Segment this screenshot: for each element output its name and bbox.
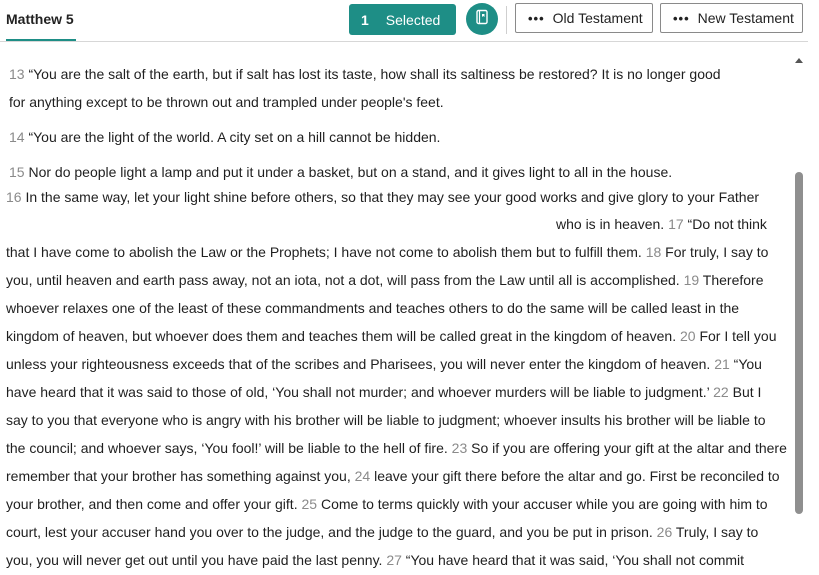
verse-line[interactable]: 13 “You are the salt of the earth, but if salt has lost its taste, how shall its saltiness be restored? It is no longer good: [9, 66, 721, 82]
verse-number: 22: [713, 384, 729, 400]
verse-number: 25: [301, 496, 318, 512]
more-dots-icon: •••: [673, 10, 690, 26]
verse-number: 14: [9, 129, 25, 145]
old-testament-button[interactable]: [515, 3, 653, 33]
verse-number: 26: [656, 524, 673, 540]
verse-line[interactable]: whoever relaxes one of the least of these commandments and teaches others to do the same will be called least in the: [6, 300, 740, 316]
book-icon: [474, 9, 490, 30]
new-testament-button[interactable]: [660, 3, 803, 33]
chapter-text[interactable]: [0, 42, 790, 575]
verse-number: 19: [683, 272, 700, 288]
more-dots-icon: •••: [528, 10, 545, 26]
new-testament-label: New Testament: [697, 10, 794, 26]
verse-line[interactable]: the council; and whoever says, ‘You fool!’ will be liable to the hell of fire. 23 So if you are offering your gift at the altar and there: [6, 440, 787, 456]
verse-number: 16: [6, 189, 22, 205]
verse-line[interactable]: for anything except to be thrown out and trampled under people's feet.: [9, 94, 444, 110]
verse-number: 24: [354, 468, 371, 484]
old-testament-label: Old Testament: [552, 10, 643, 26]
verse-number: 21: [714, 356, 730, 372]
verse-number: 20: [679, 328, 696, 344]
verse-line[interactable]: you, you will never get out until you have paid the last penny. 27 “You have heard that it was said, ‘You shall not commit: [6, 552, 745, 568]
verse-line[interactable]: you, until heaven and earth pass away, not an iota, not a dot, will pass from the Law until all is accomplished. 19 Therefore: [6, 272, 764, 288]
verse-line[interactable]: have heard that it was said to those of old, ‘You shall not murder; and whoever murders will be liable to judgment.’ 22 But I: [6, 384, 762, 400]
verse-line[interactable]: kingdom of heaven, but whoever does them and teaches them will be called great in the kingdom of heaven. 20 For I tell you: [6, 328, 777, 344]
selected-count: 1: [361, 11, 369, 28]
verse-number: 13: [9, 66, 25, 82]
verse-number: 17: [668, 216, 684, 232]
verse-line[interactable]: unless your righteousness exceeds that of the scribes and Pharisees, you will never enter the kingdom of heaven. 21 “You: [6, 356, 762, 372]
verse-number: 18: [645, 244, 662, 260]
chevron-up-icon[interactable]: [795, 58, 803, 63]
book-button[interactable]: [466, 3, 498, 35]
verse-line[interactable]: 15 Nor do people light a lamp and put it under a basket, but on a stand, and it gives light to all in the house.: [9, 164, 673, 180]
scrollbar-thumb[interactable]: [795, 172, 803, 514]
selected-button[interactable]: [349, 4, 456, 35]
verse-number: 27: [386, 552, 402, 568]
verse-line[interactable]: 16 In the same way, let your light shine before others, so that they may see your good works and give glory to your Father: [6, 189, 760, 205]
verse-number: 15: [9, 164, 25, 180]
verse-line[interactable]: say to you that everyone who is angry with his brother will be liable to judgment; whoever insults his brother will be liable to: [6, 412, 766, 428]
verse-line[interactable]: court, lest your accuser hand you over to the judge, and the judge to the guard, and you be put in prison. 26 Truly, I say to: [6, 524, 759, 540]
verse-line[interactable]: your brother, and then come and offer your gift. 25 Come to terms quickly with your accuser while you are going with him to: [6, 496, 768, 512]
header-bar: [0, 0, 819, 42]
vertical-scrollbar[interactable]: [792, 50, 806, 575]
selected-label: Selected: [385, 11, 441, 28]
verse-line[interactable]: who is in heaven. 17 “Do not think: [556, 216, 767, 232]
verse-number: 23: [451, 440, 468, 456]
verse-line[interactable]: that I have come to abolish the Law or the Prophets; I have not come to abolish them but to fulfill them. 18 For truly, I say to: [6, 244, 769, 260]
verse-line[interactable]: 14 “You are the light of the world. A city set on a hill cannot be hidden.: [9, 129, 441, 145]
toolbar-separator: [506, 6, 507, 34]
tab-matthew-5[interactable]: Matthew 5: [6, 11, 74, 27]
verse-line[interactable]: remember that your brother has something against you, 24 leave your gift there before the altar and go. First be reconciled to: [6, 468, 780, 484]
